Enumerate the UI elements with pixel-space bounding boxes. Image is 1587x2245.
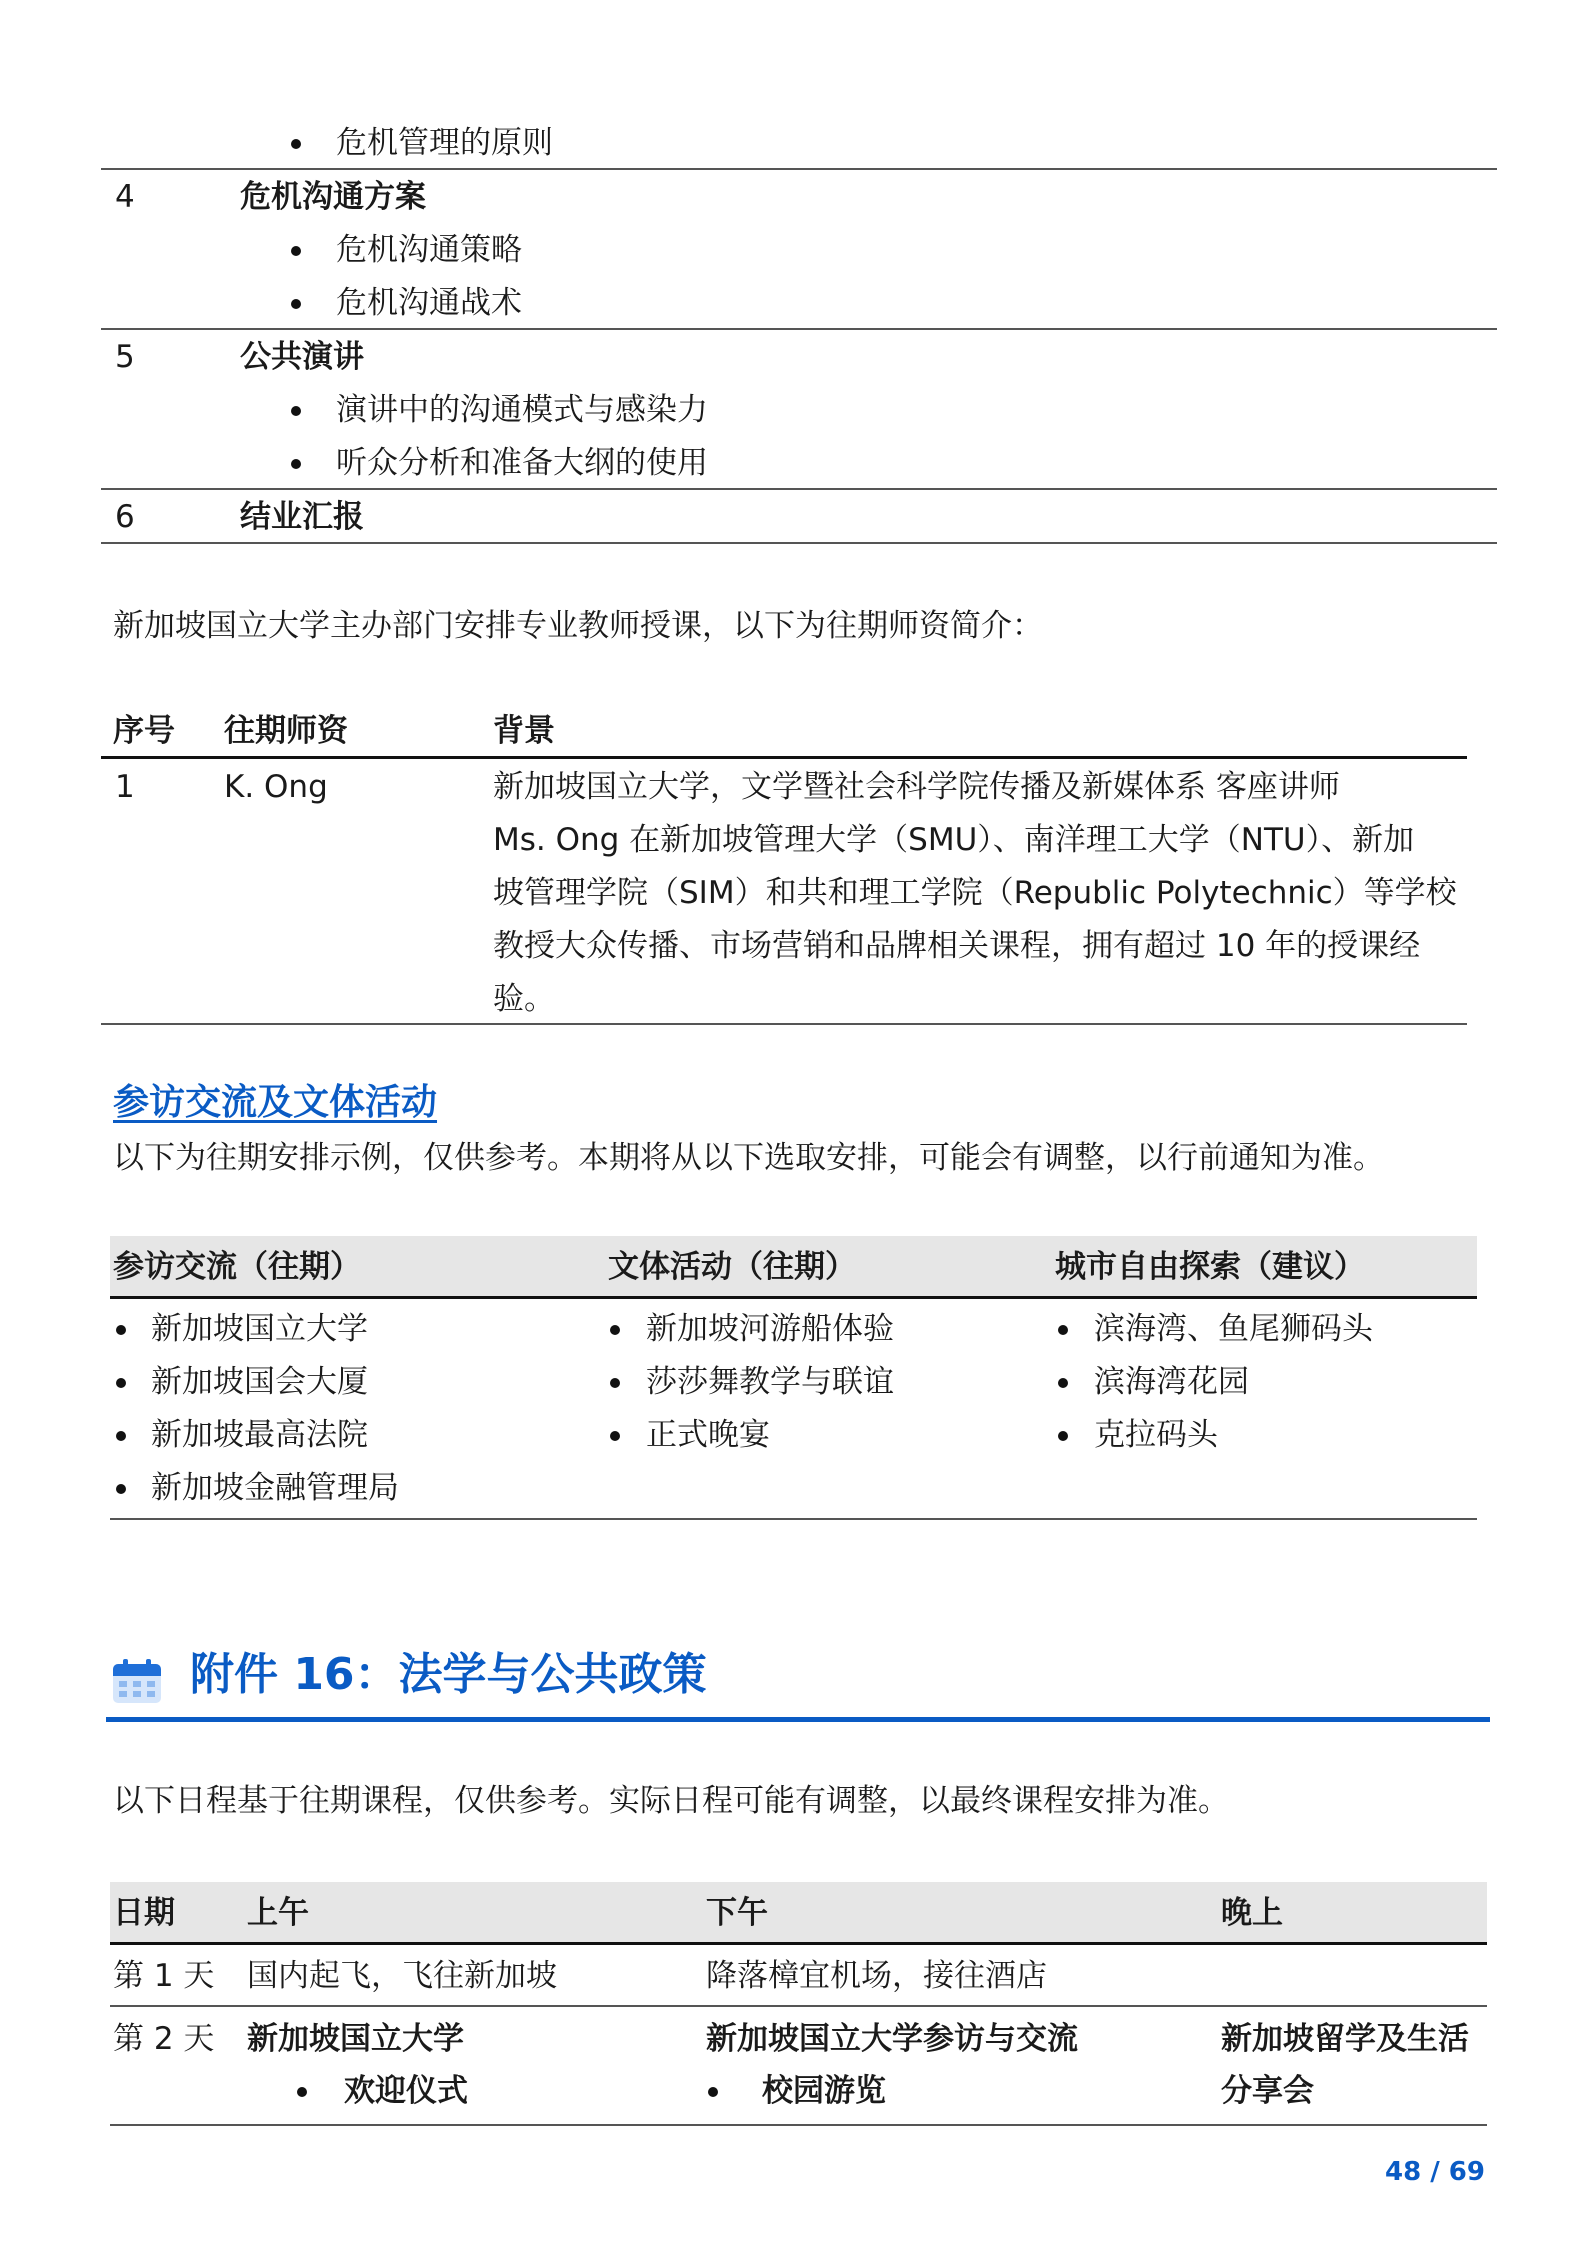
bullet-dot xyxy=(610,1378,620,1388)
activity-item: 滨海湾花园 xyxy=(1094,1364,1249,1400)
schedule-row-divider xyxy=(110,2005,1487,2007)
bullet-dot xyxy=(291,406,301,416)
bullet-dot xyxy=(291,299,301,309)
schedule-header-date: 日期 xyxy=(113,1895,175,1931)
calendar-icon xyxy=(112,1658,162,1704)
course-row-title: 结业汇报 xyxy=(240,499,364,535)
activities-title[interactable]: 参访交流及文体活动 xyxy=(113,1082,438,1123)
bullet-dot xyxy=(610,1431,620,1441)
bullet-dot xyxy=(291,139,301,149)
faculty-background-line: 新加坡国立大学，文学暨社会科学院传播及新媒体系 客座讲师 xyxy=(493,769,1340,805)
activities-header-visit: 参访交流（往期） xyxy=(113,1249,361,1285)
course-row-num: 5 xyxy=(115,339,135,375)
activities-header-culture: 文体活动（往期） xyxy=(608,1249,856,1285)
faculty-background-line: 验。 xyxy=(493,981,555,1017)
course-bullet: 危机沟通战术 xyxy=(336,285,522,321)
schedule-header-border xyxy=(110,1942,1487,1945)
schedule-day1-morning: 国内起飞，飞往新加坡 xyxy=(247,1958,557,1994)
schedule-header-afternoon: 下午 xyxy=(706,1895,768,1931)
bullet-dot xyxy=(1058,1378,1068,1388)
bullet-dot xyxy=(1058,1431,1068,1441)
course-bullet: 演讲中的沟通模式与感染力 xyxy=(336,392,708,428)
schedule-day2-afternoon-title: 新加坡国立大学参访与交流 xyxy=(706,2021,1078,2057)
faculty-header-num: 序号 xyxy=(113,713,175,749)
appendix-title: 附件 16：法学与公共政策 xyxy=(190,1649,707,1700)
course-bullet: 听众分析和准备大纲的使用 xyxy=(336,445,708,481)
bullet-dot xyxy=(291,459,301,469)
activity-item: 新加坡最高法院 xyxy=(151,1417,368,1453)
schedule-day1-date: 第 1 天 xyxy=(113,1958,215,1994)
bullet-dot xyxy=(291,246,301,256)
row-divider xyxy=(101,328,1497,330)
course-bullet: 危机管理的原则 xyxy=(336,125,553,161)
bullet-dot xyxy=(297,2087,307,2097)
faculty-background-line: 教授大众传播、市场营销和品牌相关课程，拥有超过 10 年的授课经 xyxy=(493,928,1421,964)
activities-intro: 以下为往期安排示例，仅供参考。本期将从以下选取安排，可能会有调整，以行前通知为准。 xyxy=(113,1140,1384,1176)
table-bottom-border xyxy=(101,542,1497,544)
activity-item: 正式晚宴 xyxy=(646,1417,770,1453)
schedule-day2-morning-title: 新加坡国立大学 xyxy=(247,2021,464,2057)
faculty-background-line: Ms. Ong 在新加坡管理大学（SMU）、南洋理工大学（NTU）、新加 xyxy=(493,822,1415,858)
activities-header-border xyxy=(110,1296,1477,1299)
faculty-row-name: K. Ong xyxy=(224,769,328,805)
faculty-intro: 新加坡国立大学主办部门安排专业教师授课，以下为往期师资简介： xyxy=(113,608,1043,644)
activity-item: 新加坡河游船体验 xyxy=(646,1311,894,1347)
course-row-num: 6 xyxy=(115,499,135,535)
schedule-day2-evening-line1: 新加坡留学及生活 xyxy=(1221,2021,1469,2057)
activity-item: 新加坡国立大学 xyxy=(151,1311,368,1347)
course-row-title: 公共演讲 xyxy=(240,339,364,375)
activity-item: 滨海湾、鱼尾狮码头 xyxy=(1094,1311,1373,1347)
row-divider xyxy=(101,168,1497,170)
bullet-dot xyxy=(116,1378,126,1388)
row-divider xyxy=(101,488,1497,490)
schedule-day1-afternoon: 降落樟宜机场，接往酒店 xyxy=(706,1958,1047,1994)
bullet-dot xyxy=(116,1325,126,1335)
bullet-dot xyxy=(116,1484,126,1494)
appendix-title-underline xyxy=(106,1717,1490,1722)
course-row-title: 危机沟通方案 xyxy=(240,179,426,215)
appendix-intro: 以下日程基于往期课程，仅供参考。实际日程可能有调整，以最终课程安排为准。 xyxy=(113,1783,1229,1819)
schedule-day2-evening-line2: 分享会 xyxy=(1221,2073,1314,2109)
schedule-day2-morning-bullet: 欢迎仪式 xyxy=(344,2073,468,2109)
faculty-bottom-border xyxy=(101,1023,1467,1025)
activities-header-explore: 城市自由探索（建议） xyxy=(1055,1249,1365,1285)
activity-item: 莎莎舞教学与联谊 xyxy=(646,1364,894,1400)
faculty-header-border xyxy=(101,756,1467,759)
course-row-num: 4 xyxy=(115,179,135,215)
schedule-day2-afternoon-bullet: 校园游览 xyxy=(762,2073,886,2109)
activity-item: 新加坡金融管理局 xyxy=(151,1470,399,1506)
faculty-header-background: 背景 xyxy=(493,713,555,749)
schedule-day2-date: 第 2 天 xyxy=(113,2021,215,2057)
bullet-dot xyxy=(1058,1325,1068,1335)
schedule-header-morning: 上午 xyxy=(247,1895,309,1931)
bullet-dot xyxy=(610,1325,620,1335)
bullet-dot xyxy=(708,2087,718,2097)
course-bullet: 危机沟通策略 xyxy=(336,232,522,268)
activity-item: 克拉码头 xyxy=(1094,1417,1218,1453)
schedule-header-evening: 晚上 xyxy=(1221,1895,1283,1931)
faculty-header-name: 往期师资 xyxy=(224,713,348,749)
faculty-row-num: 1 xyxy=(115,769,135,805)
activities-bottom-border xyxy=(110,1518,1477,1520)
faculty-background-line: 坡管理学院（SIM）和共和理工学院（Republic Polytechnic）等学校 xyxy=(493,875,1457,911)
bullet-dot xyxy=(116,1431,126,1441)
schedule-bottom-border xyxy=(110,2124,1487,2126)
activity-item: 新加坡国会大厦 xyxy=(151,1364,368,1400)
page-number: 48 / 69 xyxy=(1385,2157,1485,2187)
